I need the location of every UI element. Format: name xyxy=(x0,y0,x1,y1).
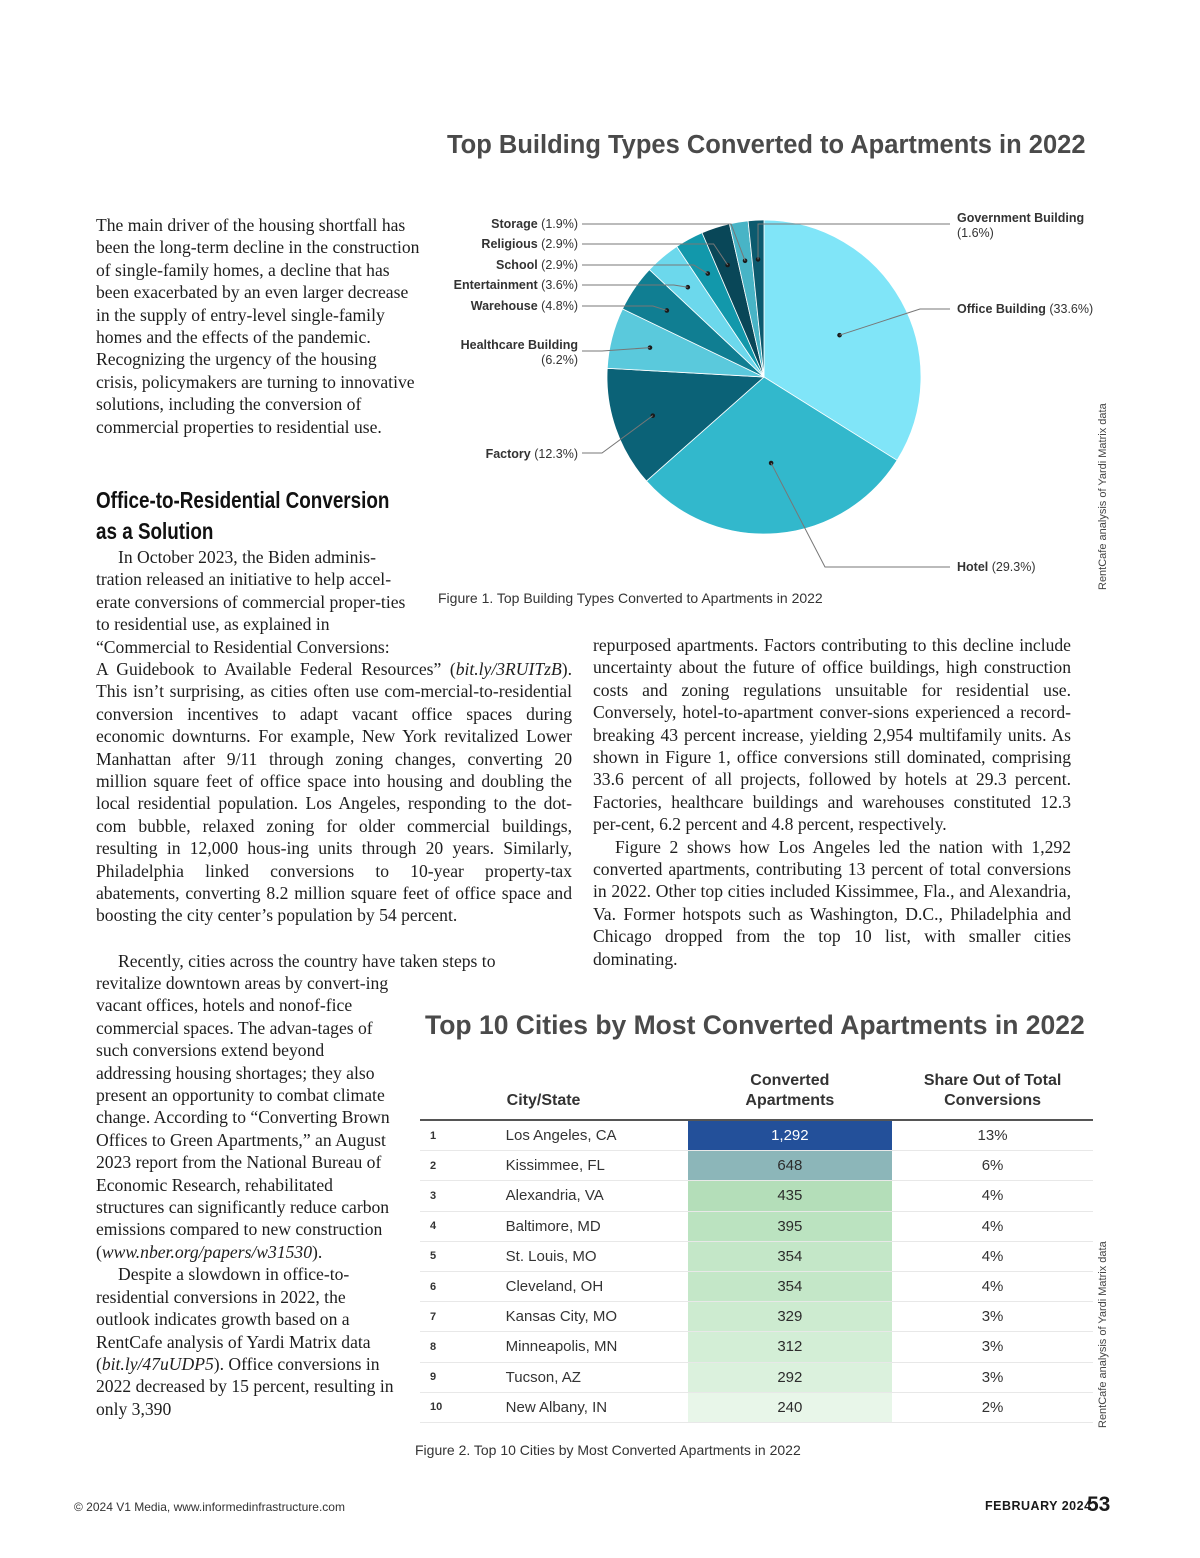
pie-label-percent: (3.6%) xyxy=(541,278,578,292)
pie-label xyxy=(957,211,1084,240)
pie-label-name: Storage xyxy=(491,217,538,231)
share-cell: 2% xyxy=(892,1392,1093,1422)
pie-label xyxy=(454,278,578,292)
share-cell: 3% xyxy=(892,1332,1093,1362)
rank-cell: 9 xyxy=(420,1362,506,1392)
converted-apartments-cell: 312 xyxy=(688,1332,893,1362)
pie-label-name: Government Building xyxy=(957,211,1085,225)
pie-label-name: Hotel xyxy=(957,560,989,574)
table-row xyxy=(420,1151,1093,1181)
share-cell: 3% xyxy=(892,1302,1093,1332)
table-row xyxy=(420,1362,1093,1392)
guidebook-link[interactable]: bit.ly/3RUITzB xyxy=(455,659,562,679)
rank-cell: 3 xyxy=(420,1181,506,1211)
figure2-title: Top 10 Cities by Most Converted Apartments in 2022 xyxy=(425,1010,1085,1040)
footer-issue: FEBRUARY 2024 xyxy=(985,1499,1092,1513)
pie-marker xyxy=(769,461,774,466)
city-cell: St. Louis, MO xyxy=(506,1241,688,1271)
pie-label-name: Entertainment xyxy=(453,278,538,292)
pie-label xyxy=(471,299,578,313)
pie-label-percent: (12.3%) xyxy=(534,447,578,461)
figure1-pie-chart xyxy=(440,205,1120,595)
rank-cell: 7 xyxy=(420,1302,506,1332)
header-converted-apartments: Converted Apartments xyxy=(745,1072,835,1109)
pie-label xyxy=(486,447,578,461)
city-cell: Baltimore, MD xyxy=(506,1211,688,1241)
table-row xyxy=(420,1392,1093,1422)
right-column-text: repurposed apartments. Factors contributing to this decline include uncertainty about the future of office buildings, high construction costs and zoning regulations unsuitable for residential use. Conversely, hotel-to-apartment conver-sions experienced a record-breaking 43 percent increase, yielding 2,954 multifamily units. As shown in Figure 1, office conversions still dominated, comprising 33.6 percent of all projects, followed by hotels at 29.3 percent. Factories, healthcare buildings and warehouses constituted 12.3 per-cent, 6.2 percent and 4.8 percent, respectively. Figure 2 shows how Los Angeles led the nation with 1,292 converted apartments, contributing 13 percent of total conversions in 2022. Other top cities included Kissimmee, Fla., and Alexandria, Va. Former hotspots such as Washington, D.C., Philadelphia and Chicago dropped from the top 10 list, with smaller cities dominating. xyxy=(593,635,1071,969)
section-heading: Office-to-Residential Conversion as a Solution xyxy=(96,487,390,544)
city-cell: Tucson, AZ xyxy=(506,1362,688,1392)
footer-page-number: 53 xyxy=(1087,1493,1111,1516)
figure2-source-note: RentCafe analysis of Yardi Matrix data xyxy=(1097,1241,1109,1428)
figure1-title: Top Building Types Converted to Apartments in 2022 xyxy=(447,131,1086,159)
pie-label-percent: (33.6%) xyxy=(1049,302,1094,316)
city-cell: New Albany, IN xyxy=(506,1392,688,1422)
city-cell: Minneapolis, MN xyxy=(506,1332,688,1362)
rank-cell: 1 xyxy=(420,1120,506,1151)
paragraph-2-top: Recently, cities across the country have taken steps to xyxy=(118,951,496,971)
converted-apartments-cell: 1,292 xyxy=(688,1120,893,1151)
converted-apartments-cell: 354 xyxy=(688,1271,893,1301)
converted-apartments-cell: 292 xyxy=(688,1362,893,1392)
pie-label-percent: (1.9%) xyxy=(541,217,578,231)
city-cell: Cleveland, OH xyxy=(506,1271,688,1301)
share-cell: 6% xyxy=(892,1151,1093,1181)
pie-label-percent: (6.2%) xyxy=(541,353,578,367)
converted-apartments-cell: 240 xyxy=(688,1392,893,1422)
pie-label-name: Factory xyxy=(485,447,531,461)
yardi-link[interactable]: bit.ly/47uUDP5 xyxy=(101,1353,214,1374)
nber-link[interactable]: www.nber.org/papers/w31530 xyxy=(101,1241,313,1262)
pie-label xyxy=(496,258,578,272)
paragraph-1-bottom: A Guidebook to Available Federal Resources” (bit.ly/3RUITzB). This isn’t surprising, as cities often use com-mercial-to-residential conversion incentives to adapt vacant office spaces during economic downturns. For example, New York revitalized Lower Manhattan after 9/11 through zoning changes, converting 20 million square feet of office space into housing and doubling the local residential population. Los Angeles, responding to the dot-com bubble, relaxed zoning for older commercial buildings, resulting in 12,000 hous-ing units through 20 years. Similarly, Philadelphia linked conversions to 10-year property-tax abatements, converting 8.2 million square feet of office space and boosting the city center’s population by 54 percent. xyxy=(96,659,572,926)
pie-label-name: Religious xyxy=(481,237,538,251)
table-row xyxy=(420,1181,1093,1211)
pie-label-name: Healthcare Building xyxy=(460,338,578,352)
table-row xyxy=(420,1211,1093,1241)
pie-label-name: Office Building xyxy=(957,302,1046,316)
share-cell: 3% xyxy=(892,1362,1093,1392)
rank-cell: 10 xyxy=(420,1392,506,1422)
figure1-source-note: RentCafe analysis of Yardi Matrix data xyxy=(1097,403,1109,590)
table-row xyxy=(420,1271,1093,1301)
figure2-caption: Figure 2. Top 10 Cities by Most Converted Apartments in 2022 xyxy=(415,1442,801,1458)
share-cell: 4% xyxy=(892,1241,1093,1271)
paragraph-2-bottom: revitalize downtown areas by convert-ing vacant offices, hotels and nonof-fice commercial spaces. The advan-tages of such conversions extend beyond addressing housing shortages; they also present an opportunity to combat climate change. According to “Converting Brown Offices to Green Apartments,” an August 2023 report from the National Bureau of Economic Research, rehabilitated structures can significantly reduce carbon emissions compared to new construction (www.nber.org/papers/w31530). Despite a slowdown in office-to-residential conversions in 2022, the outlook indicates growth based on a RentCafe analysis of Yardi Matrix data (bit.ly/47uUDP5). Office conversions in 2022 decreased by 15 percent, resulting in only 3,390 xyxy=(96,973,394,1419)
converted-apartments-cell: 435 xyxy=(688,1181,893,1211)
intro-paragraph: The main driver of the housing shortfall has been the long-term decline in the construction of single-family homes, a decline that has been exacerbated by an even larger decrease in the supply of entry-level single-family homes and the effects of the pandemic. Recognizing the urgency of the housing crisis, policymakers are turning to innovative solutions, including the conversion of commercial properties to residential use. xyxy=(96,215,420,437)
cities-table xyxy=(420,1070,1093,1423)
pie-label-percent: (2.9%) xyxy=(541,237,578,251)
footer-copyright: © 2024 V1 Media, www.informedinfrastructure.com xyxy=(74,1500,345,1514)
table-row xyxy=(420,1302,1093,1332)
city-cell: Kansas City, MO xyxy=(506,1302,688,1332)
converted-apartments-cell: 648 xyxy=(688,1151,893,1181)
table-row xyxy=(420,1120,1093,1151)
table-header-row xyxy=(420,1070,1093,1120)
pie-label-percent: (4.8%) xyxy=(541,299,578,313)
city-cell: Alexandria, VA xyxy=(506,1181,688,1211)
city-cell: Los Angeles, CA xyxy=(506,1120,688,1151)
rank-cell: 6 xyxy=(420,1271,506,1301)
pie-label xyxy=(957,302,1093,316)
pie-label-percent: (29.3%) xyxy=(991,560,1036,574)
header-city-state: City/State xyxy=(506,1092,581,1109)
pie-label-percent: (1.6%) xyxy=(957,226,994,240)
converted-apartments-cell: 354 xyxy=(688,1241,893,1271)
share-cell: 13% xyxy=(892,1120,1093,1151)
share-cell: 4% xyxy=(892,1271,1093,1301)
share-cell: 4% xyxy=(892,1181,1093,1211)
rank-cell: 5 xyxy=(420,1241,506,1271)
pie-label xyxy=(481,237,578,251)
pie-label-name: Warehouse xyxy=(470,299,538,313)
rank-cell: 2 xyxy=(420,1151,506,1181)
pie-label xyxy=(957,560,1036,574)
share-cell: 4% xyxy=(892,1211,1093,1241)
pie-label-name: School xyxy=(496,258,538,272)
rank-cell: 4 xyxy=(420,1211,506,1241)
figure1-caption: Figure 1. Top Building Types Converted to Apartments in 2022 xyxy=(438,590,823,606)
converted-apartments-cell: 329 xyxy=(688,1302,893,1332)
rank-cell: 8 xyxy=(420,1332,506,1362)
city-cell: Kissimmee, FL xyxy=(506,1151,688,1181)
converted-apartments-cell: 395 xyxy=(688,1211,893,1241)
header-share: Share Out of Total Conversions xyxy=(923,1072,1062,1109)
pie-label xyxy=(461,338,578,367)
table-row xyxy=(420,1241,1093,1271)
pie-label-percent: (2.9%) xyxy=(541,258,578,272)
paragraph-1-top: In October 2023, the Biden adminis-tration released an initiative to help accel-erate conversions of commercial proper-ties to residential use, as explained in “Commercial to Residential Conversions: xyxy=(96,547,406,657)
table-row xyxy=(420,1332,1093,1362)
pie-label xyxy=(491,217,578,231)
